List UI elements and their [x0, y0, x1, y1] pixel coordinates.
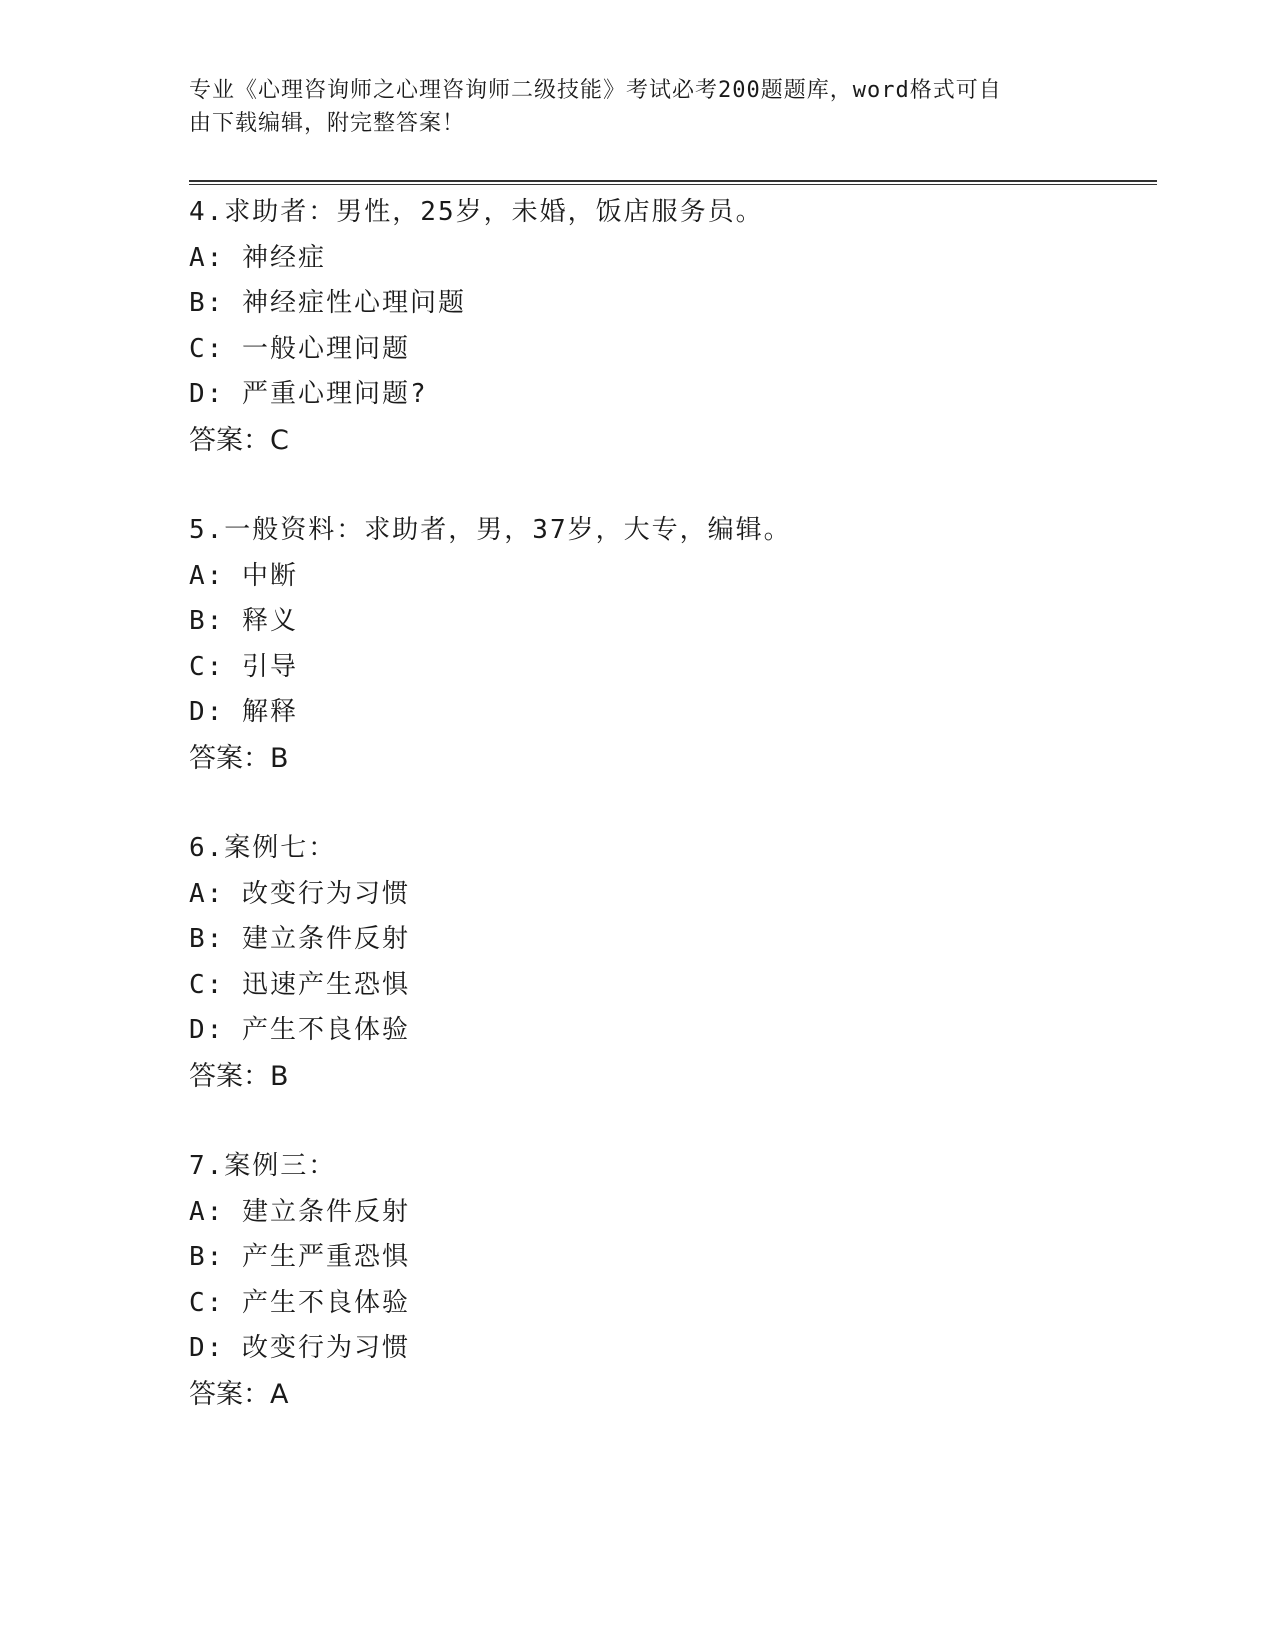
- header-line-1: 专业《心理咨询师之心理咨询师二级技能》考试必考200题题库，word格式可自: [189, 78, 1002, 103]
- option-a: A: 中断: [189, 560, 298, 591]
- header-divider-thin: [189, 184, 1157, 185]
- option-b: B: 产生严重恐惧: [189, 1242, 410, 1272]
- answer-value: A: [270, 1378, 289, 1410]
- option-a: A: 改变行为习惯: [189, 878, 410, 909]
- answer-label: 答案：: [189, 742, 270, 774]
- question-7: [189, 1144, 1157, 1417]
- option-c: C: 产生不良体验: [189, 1287, 410, 1318]
- option-d: D: 产生不良体验: [189, 1015, 410, 1045]
- question-5: [189, 508, 1157, 781]
- option-c: C: 一般心理问题: [189, 333, 410, 364]
- document-header: [189, 74, 1069, 140]
- answer: [189, 736, 1157, 782]
- header-divider-thick: [189, 180, 1157, 182]
- question-stem: 7.案例三：: [189, 1151, 337, 1181]
- answer-label: 答案：: [189, 424, 270, 456]
- option-a: A: 神经症: [189, 242, 326, 273]
- question-list: [189, 190, 1157, 1462]
- header-line-2: 由下载编辑，附完整答案！: [189, 111, 466, 136]
- question-6: [189, 826, 1157, 1099]
- option-b: B: 建立条件反射: [189, 924, 410, 954]
- answer: [189, 1054, 1157, 1100]
- option-b: B: 释义: [189, 606, 298, 636]
- question-4: [189, 190, 1157, 463]
- option-d: D: 解释: [189, 697, 298, 727]
- option-d: D: 改变行为习惯: [189, 1333, 410, 1363]
- option-b: B: 神经症性心理问题: [189, 288, 466, 318]
- answer-value: C: [270, 424, 289, 456]
- option-d: D: 严重心理问题?: [189, 379, 428, 409]
- answer-label: 答案：: [189, 1378, 270, 1410]
- answer-value: B: [270, 1060, 289, 1092]
- option-c: C: 引导: [189, 651, 298, 682]
- answer: [189, 418, 1157, 464]
- question-stem: 4.求助者：男性，25岁，未婚，饭店服务员。: [189, 197, 764, 227]
- answer-value: B: [270, 742, 289, 774]
- question-stem: 5.一般资料：求助者，男，37岁，大专，编辑。: [189, 515, 792, 545]
- option-c: C: 迅速产生恐惧: [189, 969, 410, 1000]
- answer: [189, 1372, 1157, 1418]
- option-a: A: 建立条件反射: [189, 1196, 410, 1227]
- question-stem: 6.案例七：: [189, 833, 337, 863]
- answer-label: 答案：: [189, 1060, 270, 1092]
